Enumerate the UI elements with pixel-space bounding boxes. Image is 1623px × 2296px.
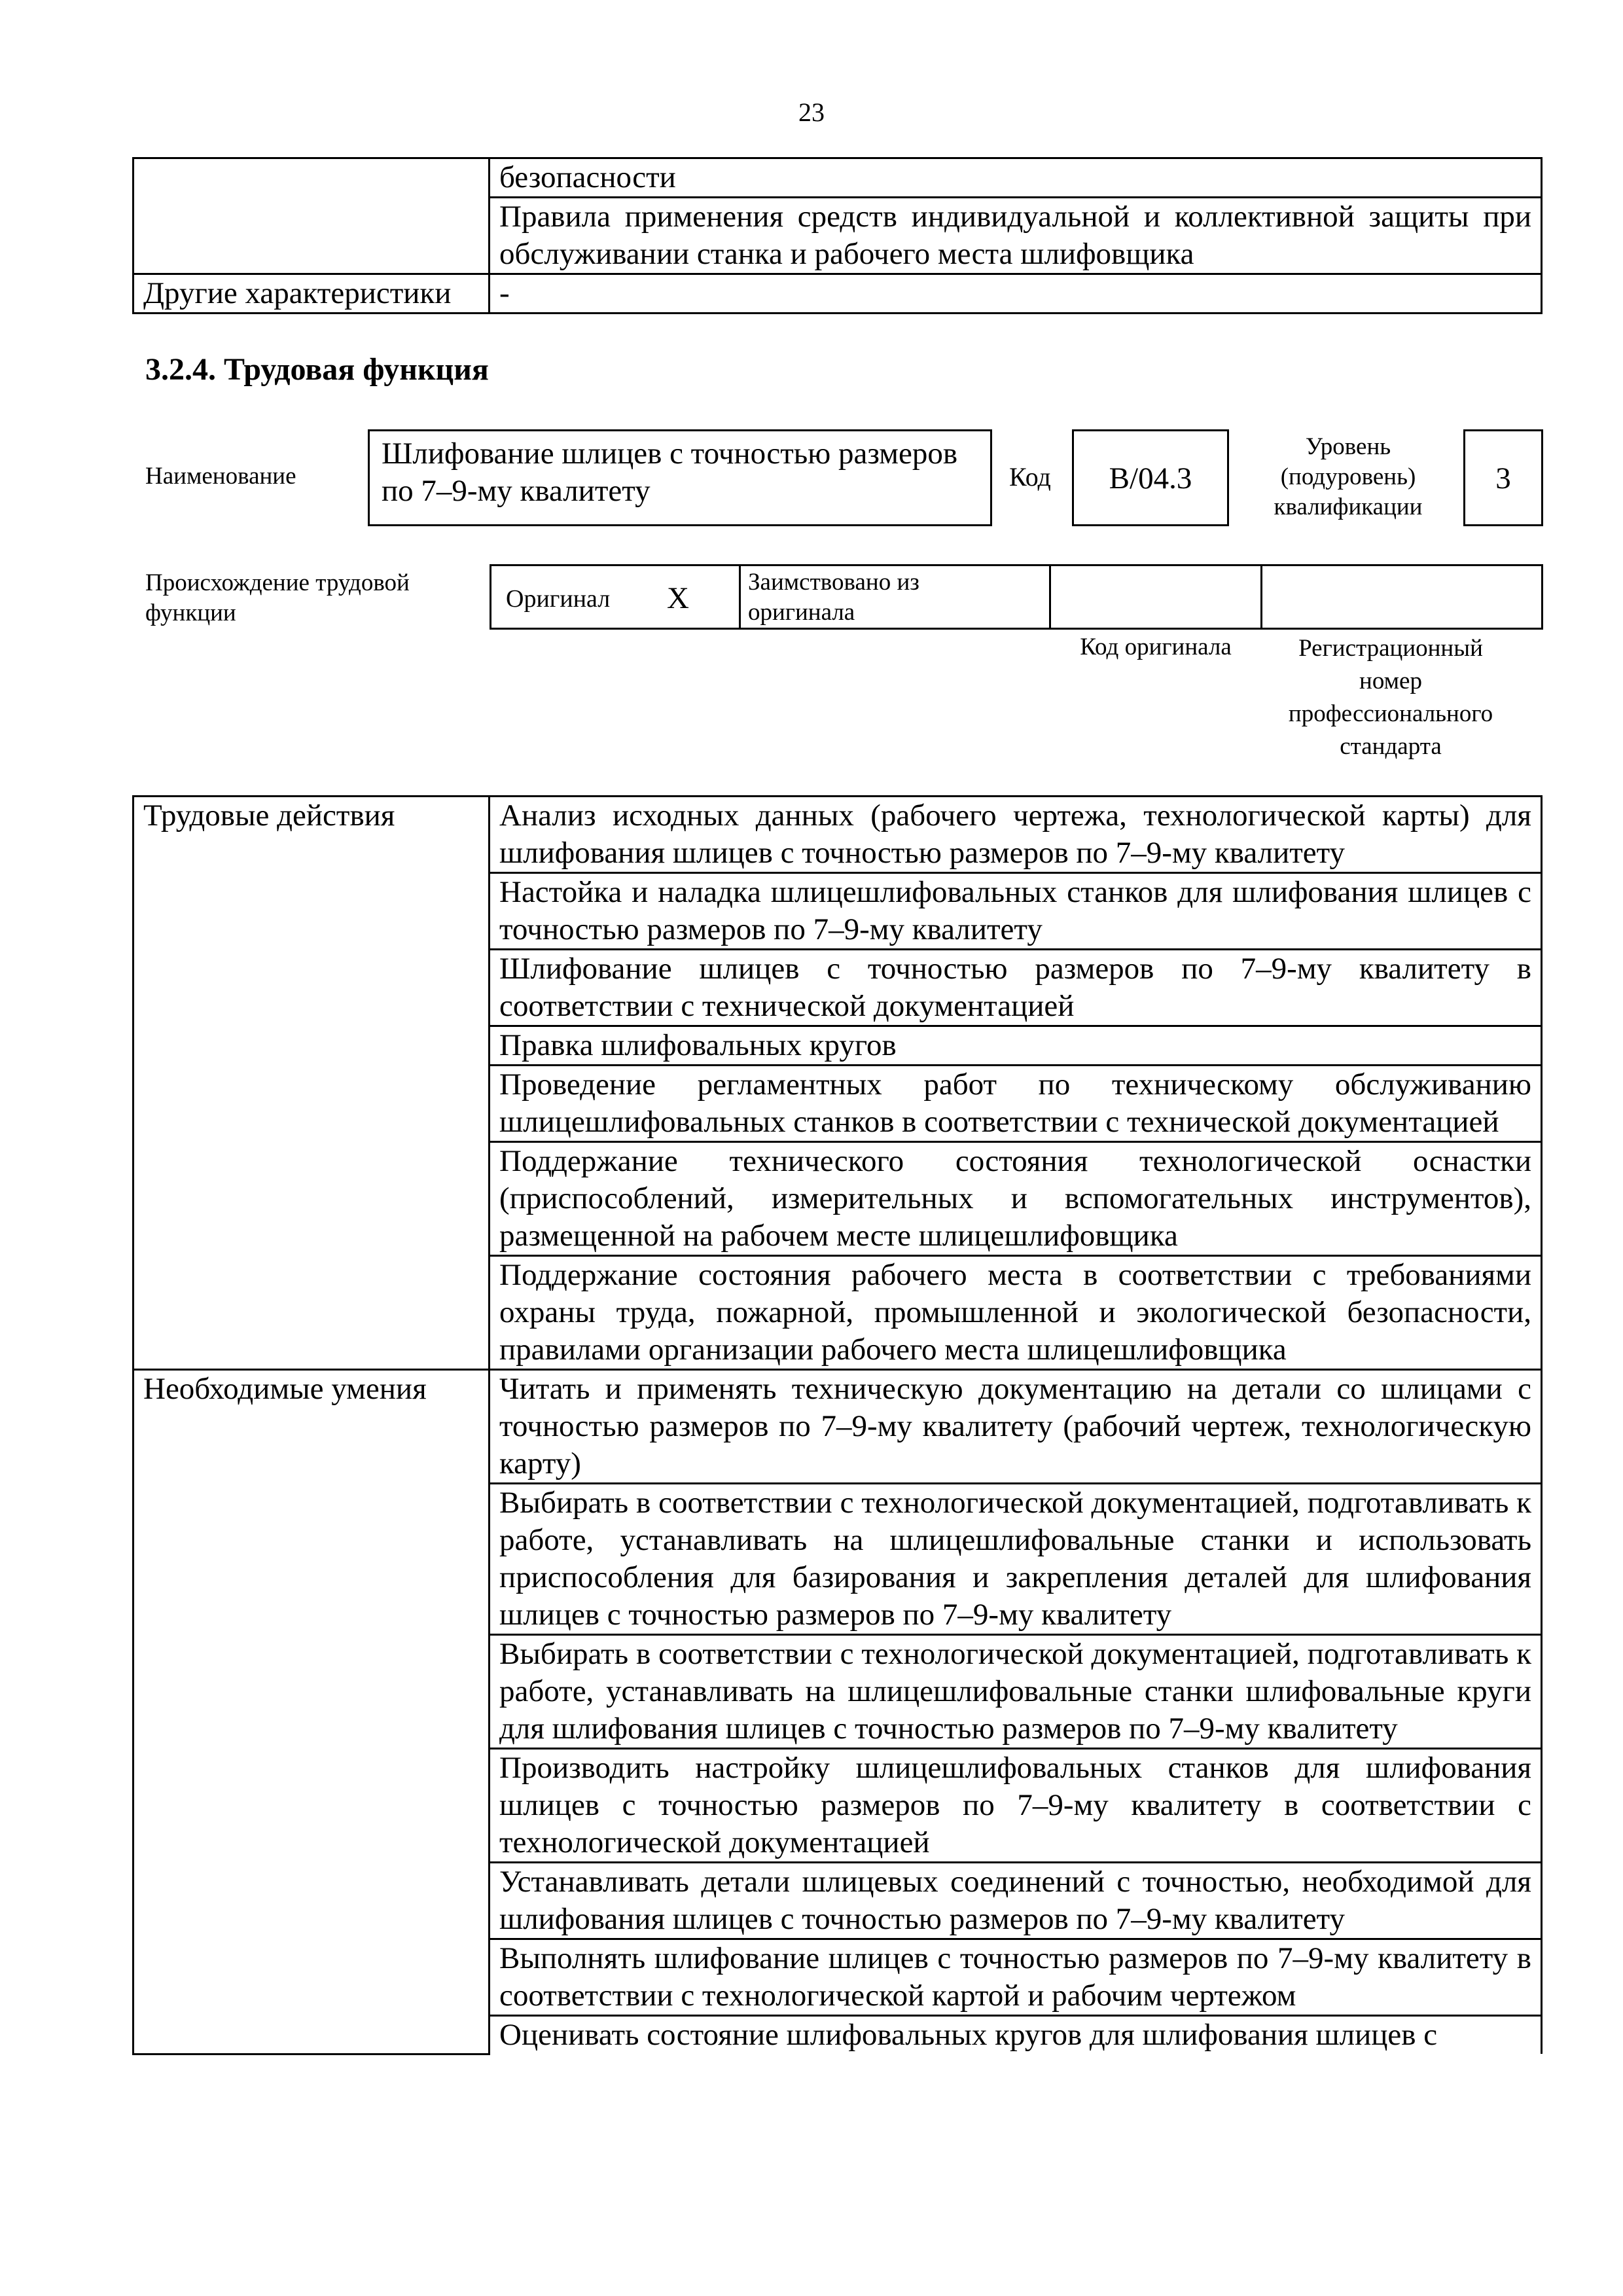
table-cell: Читать и применять техническую документацию на детали со шлицами с точностью размеров по 7–9-му квалитету (рабочий чертеж, технологическую карту) <box>490 1370 1542 1484</box>
code-original-caption: Код оригинала <box>1080 634 1232 660</box>
section-label: Необходимые умения <box>134 1370 490 2054</box>
borrowed-divider <box>1049 566 1051 628</box>
name-label: Наименование <box>145 463 296 490</box>
origin-label: Происхождение трудовой функции <box>145 569 410 626</box>
table-cell: Шлифование шлицев с точностью размеров по 7–9-му квалитету в соответствии с технической документацией <box>490 950 1542 1026</box>
table-cell: Выполнять шлифование шлицев с точностью размеров по 7–9-му квалитету в соответствии с технологической картой и рабочим чертежом <box>490 1939 1542 2016</box>
origin-table <box>490 564 1543 630</box>
table-cell: Поддержание состояния рабочего места в соответствии с требованиями охраны труда, пожарной, промышленной и экологической безопасности, правилами организации рабочего места шлицешлифовщика <box>490 1256 1542 1370</box>
code-original-cell <box>1260 566 1262 628</box>
original-mark: X <box>667 581 689 615</box>
table-row <box>134 198 1542 274</box>
original-cell <box>491 566 741 628</box>
other-characteristics-value: - <box>490 274 1542 314</box>
table-cell: Правка шлифовальных кругов <box>490 1026 1542 1066</box>
section-title: 3.2.4. Трудовая функция <box>145 352 489 387</box>
name-value-box <box>368 429 992 526</box>
level-label: Уровень (подуровень) квалификации <box>1274 433 1423 520</box>
code-value-box <box>1072 429 1229 526</box>
table-cell: Анализ исходных данных (рабочего чертежа, технологической карты) для шлифования шлицев с точностью размеров по 7–9-му квалитету <box>490 797 1542 873</box>
main-table <box>132 795 1543 2055</box>
table-cell: Производить настройку шлицешлифовальных станков для шлифования шлицев с точностью размеров по 7–9-му квалитету в соответствии с технологической документацией <box>490 1749 1542 1863</box>
section-label: Трудовые действия <box>134 797 490 1370</box>
table-cell: Выбирать в соответствии с технологической документацией, подготавливать к работе, устанавливать на шлицешлифовальные станки и использовать приспособления для базирования и закрепления деталей для шлифования шлицев с точностью размеров по 7–9-му квалитету <box>490 1484 1542 1635</box>
table-cell: Оценивать состояние шлифовальных кругов для шлифования шлицев с <box>490 2016 1542 2054</box>
borrowed-label: Заимствовано из оригинала <box>748 569 919 626</box>
table-row <box>134 158 1542 198</box>
table-cell: безопасности <box>490 158 1542 198</box>
table-row <box>134 1370 1542 1484</box>
table-row <box>134 797 1542 873</box>
name-value: Шлифование шлицев с точностью размеров по 7–9-му квалитету <box>382 437 958 508</box>
original-label: Оригинал <box>506 585 611 613</box>
reg-number-caption: Регистрационный номер профессионального стандарта <box>1288 635 1493 760</box>
level-value: 3 <box>1495 461 1511 495</box>
table-cell-empty <box>134 158 490 198</box>
table-cell: Выбирать в соответствии с технологической документацией, подготавливать к работе, устанавливать на шлицешлифовальные станки шлифовальные круги для шлифования шлицев с точностью размеров по 7–9-му квалитету <box>490 1635 1542 1749</box>
other-characteristics-label: Другие характеристики <box>134 274 490 314</box>
table-cell: Поддержание технического состояния технологической оснастки (приспособлений, измерительных и вспомогательных инструментов), размещенной на рабочем месте шлицешлифовщика <box>490 1142 1542 1256</box>
table-cell: Устанавливать детали шлицевых соединений с точностью, необходимой для шлифования шлицев с точностью размеров по 7–9-му квалитету <box>490 1863 1542 1939</box>
code-value: B/04.3 <box>1109 461 1192 495</box>
top-table <box>132 157 1543 314</box>
code-label: Код <box>1009 462 1051 492</box>
level-value-box <box>1463 429 1543 526</box>
table-cell-empty <box>134 198 490 274</box>
table-cell: Проведение регламентных работ по техническому обслуживанию шлицешлифовальных станков в соответствии с технической документацией <box>490 1066 1542 1142</box>
table-cell: Настойка и наладка шлицешлифовальных станков для шлифования шлицев с точностью размеров по 7–9-му квалитету <box>490 873 1542 950</box>
page-number: 23 <box>798 98 825 127</box>
table-row <box>134 274 1542 314</box>
table-cell: Правила применения средств индивидуальной и коллективной защиты при обслуживании станка и рабочего места шлифовщика <box>490 198 1542 274</box>
